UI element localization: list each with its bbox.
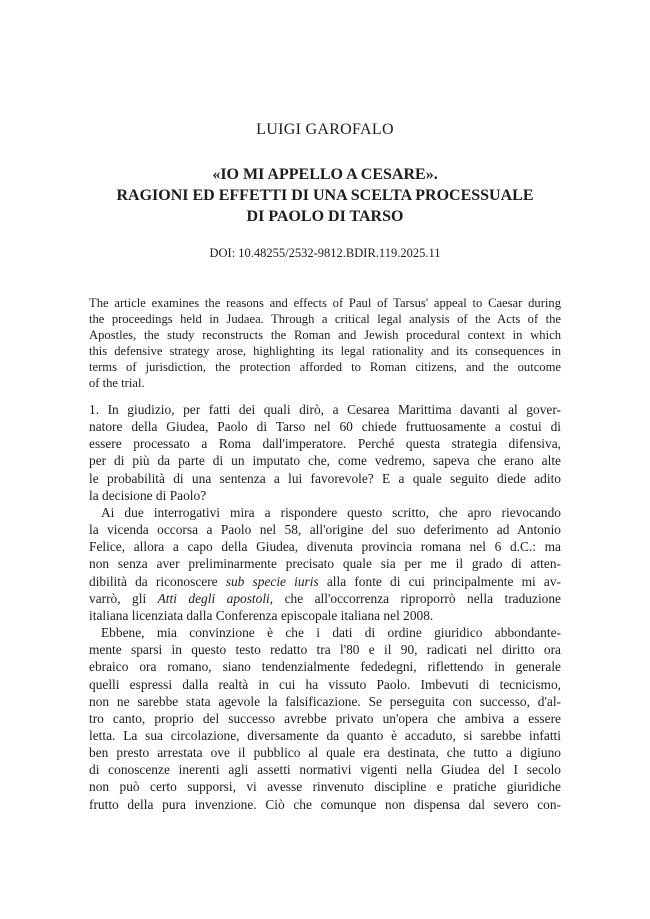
abstract-line: The article examines the reasons and effects of Paul of Tarsus' appeal to Caesar during [89, 296, 561, 310]
body-line: Ebbene, mia convinzione è che i dati di ordine giuridico abbondante- [101, 625, 561, 641]
body-line: 1. In giudizio, per fatti dei quali dirò, a Cesarea Marittima davanti al gover- [89, 402, 561, 417]
title-line: DI PAOLO DI TARSO [246, 208, 404, 225]
italic-title: Atti degli apostoli [157, 590, 270, 606]
body-line: letta. La sua circolazione, diversamente da quanto è accaduto, si sarebbe infatti [89, 727, 561, 743]
body-line [89, 590, 561, 607]
body-line: ebraico ora romano, siano tendenzialmente fededegni, riflettendo in generale [89, 659, 561, 675]
abstract-line: this defensive strategy arose, highlighting its legal rationality and its consequences in [89, 344, 561, 358]
body-text [89, 401, 561, 813]
body-line: la vicenda occorsa a Paolo nel 58, all'origine del suo deferimento ad Antonio [89, 522, 561, 538]
body-line: frutto della pura invenzione. Ciò che comunque non dispensa dal severo con- [89, 796, 561, 812]
body-line: Ai due interrogativi mira a rispondere questo scritto, che apro rievocando [101, 504, 561, 520]
body-line: non ne sarebbe stata agevole la falsificazione. Se perseguita con successo, d'al- [89, 693, 561, 709]
body-line: non senza aver preliminarmente precisato quale sia per me il grado di atten- [89, 556, 561, 572]
text-span: dibilità da riconoscere [89, 573, 226, 589]
body-line: non può certo supporsi, vi avesse rinvenuto discipline e pratiche giuridiche [89, 779, 561, 795]
doi-identifier: DOI: 10.48255/2532-9812.BDIR.119.2025.11 [209, 246, 441, 260]
italic-term: sub specie iuris [225, 573, 319, 589]
text-span: alla fonte di cui principalmente mi av- [318, 573, 561, 589]
title-line: «IO MI APPELLO A CESARE». [212, 166, 438, 183]
text-span: , che all'occorrenza riproporrò nella traduzione [269, 590, 561, 606]
abstract [89, 295, 561, 391]
abstract-line: of the trial. [89, 376, 145, 390]
text-span: varrò, gli [89, 590, 158, 606]
body-line: quelli espressi dalla realtà in cui ha vissuto Paolo. Imbevuti di tecnicismo, [89, 676, 561, 692]
body-line: tro canto, proprio del successo avrebbe privato un'opera che ambiva a essere [89, 710, 561, 726]
body-line: la decisione di Paolo? [89, 487, 207, 503]
body-line: essere processato a Roma dall'imperatore. Perché questa strategia difensiva, [89, 436, 561, 452]
body-line: Felice, allora a capo della Giudea, divenuta provincia romana nel 6 d.C.: ma [89, 539, 561, 555]
body-line: di conoscenze inerenti agli assetti normativi vigenti nella Giudea del I secolo [89, 762, 561, 778]
body-line: ben presto arrestata ove il pubblico al quale era destinata, che tutto a digiuno [89, 745, 561, 761]
article-title [89, 164, 561, 227]
body-line: per di più da parte di un imputato che, come vedremo, sapeva che erano alte [89, 453, 561, 469]
title-line: RAGIONI ED EFFETTI DI UNA SCELTA PROCESSUALE [116, 187, 534, 204]
abstract-line: terms of jurisdiction, the protection afforded to Roman citizens, and the outcome [89, 360, 561, 374]
body-line [89, 573, 561, 590]
body-line: le probabilità di una sentenza a lui favorevole? E a quale seguito diede adito [89, 470, 561, 486]
author-name: LUIGI GAROFALO [256, 121, 394, 138]
abstract-line: the proceedings held in Judaea. Through a critical legal analysis of the Acts of the [89, 312, 561, 326]
body-line: mente sparsi in questo testo redatto tra l'80 e il 90, radicati nel diritto ora [89, 642, 561, 658]
body-line: natore della Giudea, Paolo di Tarso nel 60 chiede fruttuosamente a costui di [89, 419, 561, 435]
abstract-line: Apostles, the study reconstructs the Roman and Jewish procedural context in which [89, 328, 561, 342]
body-line: italiana licenziata dalla Conferenza episcopale italiana nel 2008. [89, 607, 434, 623]
